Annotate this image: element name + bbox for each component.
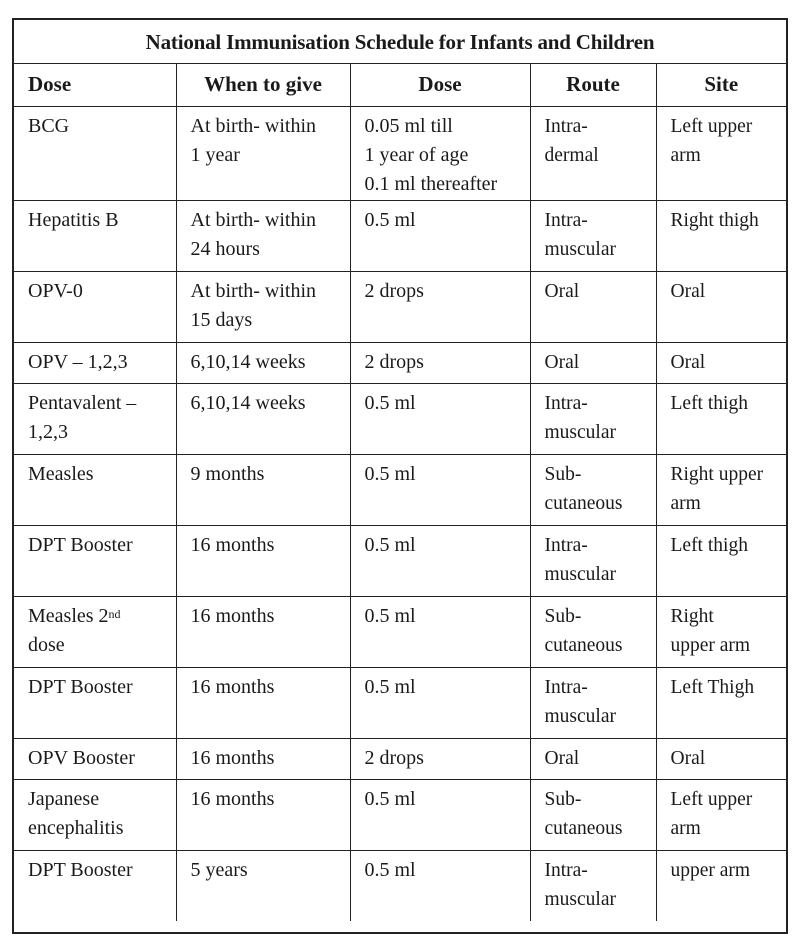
table-header-row (14, 64, 786, 106)
table-row (14, 596, 786, 667)
cell-site (656, 342, 786, 383)
table-row (14, 850, 786, 921)
cell-line: 6,10,14 weeks (190, 350, 306, 373)
cell-line: Left thigh (670, 392, 748, 414)
immunisation-schedule-document (12, 18, 788, 934)
cell-line: 16 months (190, 533, 275, 556)
cell-line: 1 year (190, 143, 240, 166)
cell-line: DPT Booster (28, 858, 133, 881)
cell-line: cutaneous (544, 634, 623, 656)
cell-vaccine (14, 525, 176, 596)
cell-when-to-give (176, 200, 350, 271)
cell-line: encephalitis (28, 816, 124, 839)
cell-line: 9 months (190, 462, 265, 485)
cell-line: Oral (544, 747, 580, 769)
cell-line: 0.1 ml thereafter (364, 172, 498, 195)
table-body (14, 106, 786, 921)
cell-dose (350, 850, 530, 921)
cell-line: muscular (544, 421, 616, 443)
cell-line: cutaneous (544, 492, 623, 514)
cell-site (656, 667, 786, 738)
vaccine-name: Measles 2 (28, 604, 109, 627)
cell-line: BCG (28, 114, 70, 137)
cell-route (530, 525, 656, 596)
cell-line: Oral (670, 351, 706, 373)
cell-line: OPV – 1,2,3 (28, 350, 128, 373)
cell-dose (350, 454, 530, 525)
vaccine-name-continued: dose (28, 633, 65, 656)
cell-dose (350, 525, 530, 596)
cell-route (530, 342, 656, 383)
cell-site (656, 850, 786, 921)
cell-line: Sub- (544, 463, 582, 485)
cell-vaccine (14, 106, 176, 200)
cell-site (656, 525, 786, 596)
cell-line: Intra- (544, 392, 588, 414)
table-row (14, 525, 786, 596)
cell-route (530, 596, 656, 667)
cell-line: Left upper (670, 115, 753, 137)
cell-route (530, 667, 656, 738)
cell-line: Left upper (670, 788, 753, 810)
cell-line: Sub- (544, 788, 582, 810)
cell-line: Intra- (544, 859, 588, 881)
document-title: National Immunisation Schedule for Infants and Children (14, 20, 786, 64)
cell-line: 15 days (190, 308, 253, 331)
cell-when-to-give (176, 525, 350, 596)
cell-route (530, 106, 656, 200)
cell-line: Oral (670, 280, 706, 302)
cell-line: Hepatitis B (28, 208, 119, 231)
cell-when-to-give (176, 850, 350, 921)
cell-line: upper arm (670, 859, 751, 881)
cell-line: OPV-0 (28, 279, 83, 302)
cell-dose (350, 342, 530, 383)
cell-vaccine (14, 850, 176, 921)
cell-line: 16 months (190, 604, 275, 627)
cell-line: 2 drops (364, 279, 424, 302)
cell-line: Left Thigh (670, 676, 755, 698)
cell-line: Intra- (544, 676, 588, 698)
cell-line: 0.05 ml till (364, 114, 453, 137)
cell-line: Oral (544, 280, 580, 302)
cell-vaccine (14, 383, 176, 454)
cell-line: muscular (544, 888, 616, 910)
cell-line: dermal (544, 144, 599, 166)
cell-when-to-give (176, 596, 350, 667)
cell-line: 0.5 ml (364, 604, 416, 627)
cell-line: 0.5 ml (364, 391, 416, 414)
cell-site (656, 596, 786, 667)
cell-vaccine (14, 342, 176, 383)
header-dose: Dose (14, 64, 176, 106)
cell-line: 0.5 ml (364, 462, 416, 485)
cell-line: 24 hours (190, 237, 260, 260)
cell-line: Sub- (544, 605, 582, 627)
cell-route (530, 271, 656, 342)
cell-line: 2 drops (364, 350, 424, 373)
cell-dose (350, 779, 530, 850)
cell-line: Intra- (544, 115, 588, 137)
cell-line: Right (670, 605, 714, 627)
cell-site (656, 738, 786, 779)
table-row (14, 106, 786, 200)
cell-line: Right thigh (670, 209, 759, 231)
cell-vaccine (14, 271, 176, 342)
cell-route (530, 779, 656, 850)
cell-line: muscular (544, 563, 616, 585)
cell-line: At birth- within (190, 114, 317, 137)
cell-route (530, 738, 656, 779)
header-dose-amount: Dose (350, 64, 530, 106)
cell-vaccine (14, 738, 176, 779)
cell-when-to-give (176, 383, 350, 454)
cell-line: 6,10,14 weeks (190, 391, 306, 414)
cell-site (656, 779, 786, 850)
cell-vaccine (14, 779, 176, 850)
cell-line: 1,2,3 (28, 420, 68, 443)
cell-line: Japanese (28, 787, 100, 810)
cell-line: 5 years (190, 858, 248, 881)
table-row (14, 738, 786, 779)
cell-line: Right upper (670, 463, 764, 485)
cell-dose (350, 738, 530, 779)
cell-line: Intra- (544, 209, 588, 231)
cell-line: 0.5 ml (364, 858, 416, 881)
table-row (14, 454, 786, 525)
cell-route (530, 850, 656, 921)
cell-dose (350, 667, 530, 738)
cell-line: Intra- (544, 534, 588, 556)
cell-line: cutaneous (544, 817, 623, 839)
cell-line: 2 drops (364, 746, 424, 769)
table-row (14, 667, 786, 738)
table-row (14, 383, 786, 454)
table-row (14, 342, 786, 383)
cell-site (656, 200, 786, 271)
table-row (14, 200, 786, 271)
cell-when-to-give (176, 454, 350, 525)
header-route: Route (530, 64, 656, 106)
cell-dose (350, 200, 530, 271)
cell-line: upper arm (670, 634, 751, 656)
cell-line: 16 months (190, 746, 275, 769)
cell-dose (350, 596, 530, 667)
cell-route (530, 200, 656, 271)
cell-when-to-give (176, 271, 350, 342)
cell-vaccine (14, 454, 176, 525)
cell-line: At birth- within (190, 279, 317, 302)
cell-when-to-give (176, 667, 350, 738)
cell-line: 0.5 ml (364, 208, 416, 231)
cell-site (656, 454, 786, 525)
cell-line: muscular (544, 238, 616, 260)
cell-line: Oral (544, 351, 580, 373)
cell-line: Measles (28, 462, 94, 485)
cell-line: Left thigh (670, 534, 748, 556)
cell-line: 0.5 ml (364, 533, 416, 556)
cell-route (530, 383, 656, 454)
cell-line: arm (670, 492, 701, 514)
header-when-to-give: When to give (176, 64, 350, 106)
cell-vaccine (14, 596, 176, 667)
cell-when-to-give (176, 779, 350, 850)
cell-site (656, 383, 786, 454)
cell-vaccine (14, 667, 176, 738)
cell-site (656, 271, 786, 342)
cell-dose (350, 106, 530, 200)
cell-line: At birth- within (190, 208, 317, 231)
cell-when-to-give (176, 106, 350, 200)
cell-line: muscular (544, 705, 616, 727)
cell-vaccine (14, 200, 176, 271)
table-row (14, 779, 786, 850)
cell-dose (350, 383, 530, 454)
cell-when-to-give (176, 738, 350, 779)
schedule-table (14, 64, 786, 921)
ordinal-suffix: nd (108, 606, 121, 621)
cell-line: arm (670, 817, 701, 839)
cell-line: 1 year of age (364, 143, 469, 166)
table-row (14, 271, 786, 342)
header-site: Site (656, 64, 786, 106)
cell-line: 16 months (190, 675, 275, 698)
cell-line: 0.5 ml (364, 675, 416, 698)
cell-dose (350, 271, 530, 342)
cell-line: Pentavalent – (28, 391, 137, 414)
cell-line: arm (670, 144, 701, 166)
cell-line: DPT Booster (28, 533, 133, 556)
cell-site (656, 106, 786, 200)
cell-line: 0.5 ml (364, 787, 416, 810)
cell-route (530, 454, 656, 525)
cell-line: OPV Booster (28, 746, 135, 769)
cell-line: DPT Booster (28, 675, 133, 698)
cell-line: 16 months (190, 787, 275, 810)
cell-line: Oral (670, 747, 706, 769)
cell-when-to-give (176, 342, 350, 383)
